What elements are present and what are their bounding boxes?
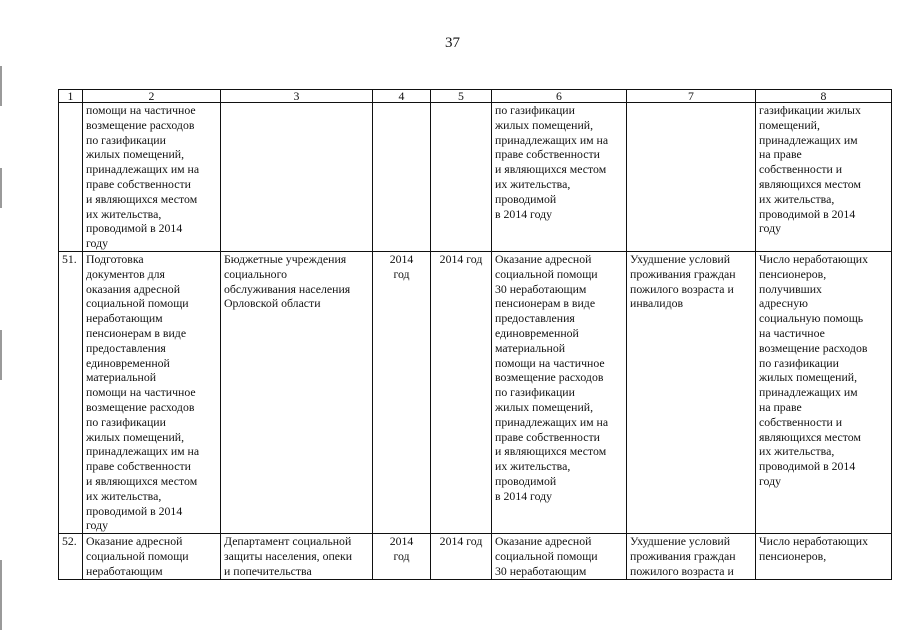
cell-line: Орловской области [224,296,321,311]
cell-line: их жительства, [86,206,162,221]
cell-indicator [756,251,892,533]
cell-line: принадлежащих им на [495,132,609,147]
cell-number [59,103,83,252]
cell-line: в 2014 году [495,206,553,221]
cell-line: проводимой в 2014 [86,221,183,236]
cell-line: собственности и [759,162,843,177]
cell-line: 2014 год [439,251,483,266]
cell-line: возмещение расходов [495,370,604,385]
cell-line: оказания адресной [86,281,181,296]
cell-line: жилых помещений, [86,147,185,162]
cell-line: году [759,221,782,236]
column-number: 1 [59,90,83,103]
cell-line: принадлежащих им [759,132,858,147]
cell-end-year [431,103,492,252]
cell-line: и являющихся местом [86,191,198,206]
cell-line: пенсионеров, [759,266,827,281]
cell-line: по газификации [495,385,575,400]
cell-line: Ухудшение условий [630,534,731,549]
table-row [59,534,892,579]
cell-line: социального [224,266,288,281]
cell-line: принадлежащих им [759,385,858,400]
left-margin-mark [0,66,2,106]
cell-line: в 2014 году [495,488,553,503]
cell-line: Число неработающих [759,251,869,266]
cell-line: 30 неработающим [495,281,587,296]
column-number: 7 [627,90,756,103]
column-number: 6 [492,90,627,103]
column-number-row [59,90,892,103]
cell-line: проводимой [495,191,557,206]
cell-line: собственности и [759,414,843,429]
left-margin-mark [0,330,2,380]
cell-indicator [756,534,892,579]
cell-number: 51. [59,251,83,533]
cell-line: помощи на частичное [495,355,605,370]
cell-line: и являющихся местом [495,444,607,459]
cell-line: неработающим [86,311,163,326]
cell-line: помощи на частичное [86,103,196,117]
cell-line: инвалидов [630,296,684,311]
cell-line: на праве [759,147,802,162]
cell-line: защиты населения, опеки [224,548,353,563]
cell-start-year [373,251,431,533]
cell-line: жилых помещений, [495,117,594,132]
cell-line: документов для [86,266,165,281]
cell-line: возмещение расходов [86,399,195,414]
left-margin-mark [0,560,2,630]
cell-line: год [393,266,410,281]
cell-expected-result [492,534,627,579]
cell-line: социальной помощи [86,548,189,563]
cell-line: являющихся местом [759,176,861,191]
cell-start-year [373,534,431,579]
cell-line: социальной помощи [86,296,189,311]
cell-line: на частичное [759,325,825,340]
cell-line: принадлежащих им на [495,414,609,429]
cell-indicator [756,103,892,252]
cell-line: Оказание адресной [495,534,592,549]
column-number: 2 [83,90,221,103]
cell-line: 30 неработающим [495,563,587,578]
cell-line: праве собственности [86,459,191,474]
cell-consequence [627,103,756,252]
cell-line: возмещение расходов [759,340,868,355]
cell-line: получивших [759,281,822,296]
cell-line: и попечительства [224,563,312,578]
cell-line: на праве [759,399,802,414]
cell-line: их жительства, [86,488,162,503]
cell-line: праве собственности [495,429,600,444]
cell-consequence [627,534,756,579]
measures-table [58,89,892,580]
cell-event [83,534,221,579]
cell-line: проживания граждан [630,266,736,281]
cell-line: принадлежащих им на [86,444,200,459]
cell-line: и являющихся местом [86,473,198,488]
cell-line: их жительства, [759,444,835,459]
cell-line: Бюджетные учреждения [224,251,347,266]
cell-line: Оказание адресной [495,251,592,266]
cell-line: по газификации [495,103,575,117]
cell-line: материальной [495,340,566,355]
cell-line: проводимой в 2014 [86,503,183,518]
cell-line: 2014 год [439,534,483,549]
cell-number: 52. [59,534,83,579]
cell-line: пожилого возраста и [630,281,734,296]
cell-line: Подготовка [86,251,144,266]
cell-line: принадлежащих им на [86,162,200,177]
left-margin-mark [0,168,2,208]
cell-line: помещений, [759,117,820,132]
table-row [59,103,892,252]
cell-line: пенсионеров, [759,548,827,563]
cell-line: являющихся местом [759,429,861,444]
cell-end-year [431,251,492,533]
cell-line: пожилого возраста и [630,563,734,578]
cell-expected-result [492,251,627,533]
cell-line: помощи на частичное [86,385,196,400]
cell-event [83,251,221,533]
cell-line: пенсионерам в виде [86,325,187,340]
cell-line: их жительства, [495,176,571,191]
cell-line: по газификации [759,355,839,370]
cell-line: предоставления [495,311,575,326]
cell-line: жилых помещений, [495,399,594,414]
cell-line: пенсионерам в виде [495,296,596,311]
page-number: 37 [445,35,460,51]
cell-line: и являющихся местом [495,162,607,177]
column-number: 4 [373,90,431,103]
column-number: 5 [431,90,492,103]
cell-expected-result [492,103,627,252]
cell-line: их жительства, [495,459,571,474]
cell-end-year [431,534,492,579]
cell-line: Число неработающих [759,534,869,549]
cell-line: проживания граждан [630,548,736,563]
cell-executor [221,534,373,579]
cell-line: по газификации [86,414,166,429]
cell-line: единовременной [495,325,579,340]
cell-line: социальной помощи [495,266,598,281]
cell-line: неработающим [86,563,163,578]
cell-line: 2014 [389,251,414,266]
cell-line: предоставления [86,340,166,355]
cell-start-year [373,103,431,252]
cell-line: материальной [86,370,157,385]
cell-line: Оказание адресной [86,534,183,549]
cell-line: жилых помещений, [86,429,185,444]
cell-line: газификации жилых [759,103,861,117]
cell-line: адресную [759,296,808,311]
cell-event [83,103,221,252]
cell-line: жилых помещений, [759,370,858,385]
cell-line: проводимой в 2014 [759,459,856,474]
cell-line: по газификации [86,132,166,147]
cell-line: социальную помощь [759,311,864,326]
cell-line: Ухудшение условий [630,251,731,266]
cell-line: праве собственности [86,176,191,191]
cell-line: проводимой в 2014 [759,206,856,221]
cell-consequence [627,251,756,533]
cell-line: единовременной [86,355,170,370]
cell-line: праве собственности [495,147,600,162]
cell-line: обслуживания населения [224,281,351,296]
cell-line: 2014 [389,534,414,549]
cell-line: их жительства, [759,191,835,206]
column-number: 8 [756,90,892,103]
cell-line: возмещение расходов [86,117,195,132]
cell-line: году [86,518,109,533]
cell-line: социальной помощи [495,548,598,563]
column-number: 3 [221,90,373,103]
cell-line: проводимой [495,473,557,488]
cell-executor [221,103,373,252]
cell-line: году [86,236,109,251]
cell-line: год [393,548,410,563]
table-row [59,251,892,533]
cell-line: Департамент социальной [224,534,352,549]
cell-executor [221,251,373,533]
cell-line: году [759,473,782,488]
